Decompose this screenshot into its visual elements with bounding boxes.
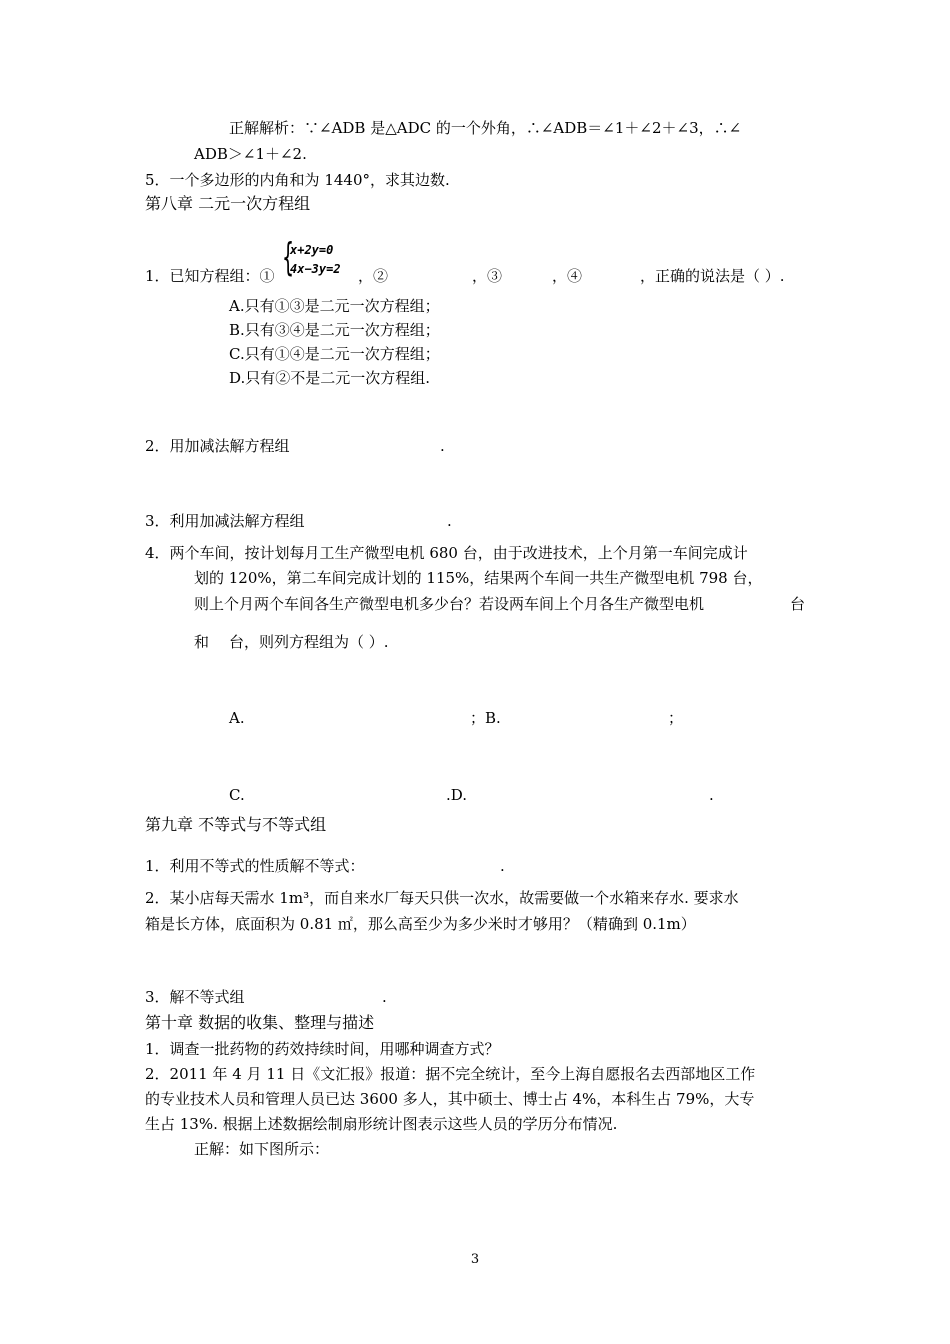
- equation-2: 4x−3y=2: [290, 262, 341, 276]
- q9-3-end: .: [382, 988, 387, 1006]
- q8-1-end: ，正确的说法是（ ）.: [640, 267, 785, 285]
- equation-system-1: [282, 235, 354, 281]
- option-c: C.只有①④是二元一次方程组；: [229, 345, 440, 363]
- option-b: B.只有③④是二元一次方程组；: [229, 321, 440, 339]
- q8-4-end: .: [709, 786, 714, 804]
- q9-1: 1．利用不等式的性质解不等式：: [145, 857, 365, 875]
- q9-2-line2: 箱是长方体，底面积为 0.81 ㎡，那么高至少为多少米时才够用？（精确到 0.1m）: [145, 915, 696, 933]
- q8-4-option-b: ；B.: [470, 709, 501, 727]
- q8-1-mid: ，②: [358, 267, 389, 285]
- q8-4-line3: 则上个月两个车间各生产微型电机多少台？若设两车间上个月各生产微型电机: [194, 595, 705, 613]
- q8-1-third: ，③: [472, 267, 503, 285]
- q8-4-line2: 划的 120%，第二车间完成计划的 115%，结果两个车间一共生产微型电机 798 台，: [194, 569, 763, 587]
- chapter-9-heading: 第九章 不等式与不等式组: [145, 815, 327, 834]
- q9-1-end: .: [500, 857, 505, 875]
- q8-3-end: .: [447, 512, 452, 530]
- q8-4-line1: 4．两个车间，按计划每月工生产微型电机 680 台，由于改进技术，上个月第一车间完成计: [145, 544, 748, 562]
- chapter-8-heading: 第八章 二元一次方程组: [145, 194, 311, 213]
- q10-answer: 正解：如下图所示：: [194, 1140, 330, 1158]
- q8-2: 2．用加减法解方程组: [145, 437, 290, 455]
- option-d: D.只有②不是二元一次方程组.: [229, 369, 431, 387]
- q10-2-line1: 2．2011 年 4 月 11 日《文汇报》报道：据不完全统计，至今上海自愿报名去西部地区工作: [145, 1065, 756, 1083]
- option-a: A.只有①③是二元一次方程组；: [229, 297, 440, 315]
- q8-1-prefix: 1．已知方程组：①: [145, 267, 275, 285]
- q10-2-line2: 的专业技术人员和管理人员已达 3600 多人，其中硕士、博士占 4%，本科生占 79%，大专: [145, 1090, 755, 1108]
- q8-4-option-a: A.: [229, 709, 245, 727]
- q8-4-line4: 台，则列方程组为（ ）.: [229, 633, 389, 651]
- q10-1: 1．调查一批药物的药效持续时间，用哪种调查方式？: [145, 1040, 500, 1058]
- q9-3: 3．解不等式组: [145, 988, 245, 1006]
- brace-icon: {: [282, 235, 295, 279]
- page-number: 3: [470, 1252, 480, 1267]
- question-5: 5．一个多边形的内角和为 1440°，求其边数.: [145, 171, 450, 189]
- q9-2-line1: 2．某小店每天需水 1m³，而自来水厂每天只供一次水，故需要做一个水箱来存水. 要求水: [145, 889, 739, 907]
- q8-4-sep-b: ；: [668, 709, 684, 727]
- chapter-10-heading: 第十章 数据的收集、整理与描述: [145, 1013, 375, 1032]
- q10-2-line3: 生占 13%. 根据上述数据绘制扇形统计图表示这些人员的学历分布情况.: [145, 1115, 618, 1133]
- equation-1: x+2y=0: [290, 243, 334, 257]
- q8-4-option-d: .D.: [446, 786, 468, 804]
- q8-4-option-c: C.: [229, 786, 245, 804]
- solution-analysis-line2: ADB＞∠1＋∠2.: [194, 145, 307, 163]
- q8-4-tai: 台: [790, 595, 806, 613]
- q8-2-end: .: [440, 437, 445, 455]
- q8-1-fourth: ，④: [552, 267, 583, 285]
- q8-4-he: 和: [194, 633, 210, 651]
- solution-analysis-line1: 正解解析：∵∠ADB 是△ADC 的一个外角，∴∠ADB＝∠1＋∠2＋∠3，∴∠: [229, 119, 742, 137]
- q8-3: 3．利用加减法解方程组: [145, 512, 305, 530]
